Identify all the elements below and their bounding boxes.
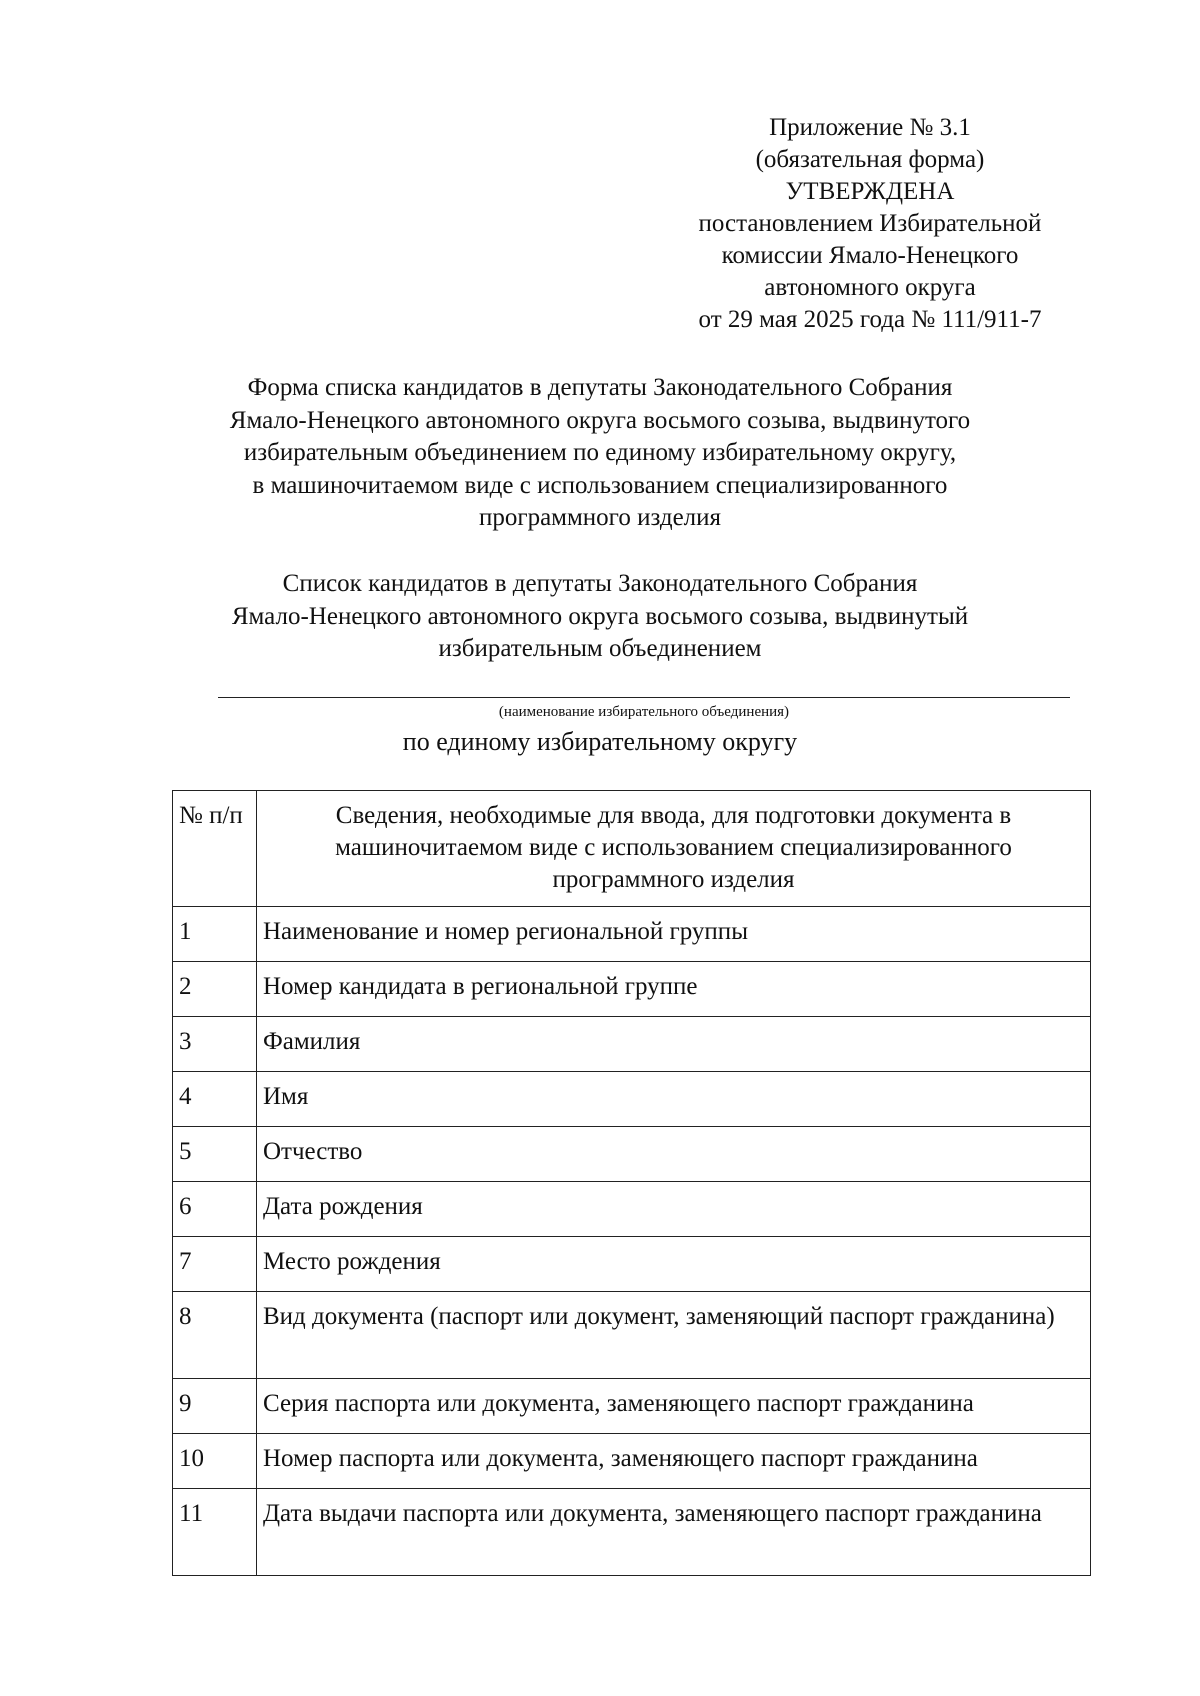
form-title-line: Ямало-Ненецкого автономного округа восьмого созыва, выдвинутого [229,406,971,434]
header-desc: Сведения, необходимые для ввода, для подготовки документа в машиночитаемом виде с использованием специализированного программного изделия [257,791,1091,907]
table-row [173,1489,1091,1576]
row-num: 6 [173,1182,257,1237]
row-desc: Имя [257,1072,1091,1127]
form-title [150,372,1050,535]
table-row [173,1072,1091,1127]
list-title-line: Список кандидатов в депутаты Законодательного Собрания [282,570,918,597]
table-row [173,907,1091,962]
row-desc: Фамилия [257,1017,1091,1072]
header-num: № п/п [173,791,257,907]
row-num: 8 [173,1292,257,1379]
table-row [173,1127,1091,1182]
appendix-number: Приложение № 3.1 [769,114,971,141]
approval-block [640,112,1100,336]
mandatory-form-note: (обязательная форма) [755,146,985,173]
row-num: 11 [173,1489,257,1576]
table-row [173,1292,1091,1379]
fields-table [172,790,1091,1576]
row-desc: Дата рождения [257,1182,1091,1237]
row-num: 4 [173,1072,257,1127]
row-num: 1 [173,907,257,962]
row-num: 10 [173,1434,257,1489]
row-num: 5 [173,1127,257,1182]
approval-date-number: от 29 мая 2025 года № 111/911-7 [698,306,1042,333]
district-line: по единому избирательному округу [402,727,798,756]
approval-authority-line-1: постановлением Избирательной [698,210,1042,237]
form-title-line: в машиночитаемом виде с использованием специализированного [252,471,948,499]
table-row [173,1237,1091,1292]
row-desc: Номер кандидата в региональной группе [257,962,1091,1017]
list-title-line: Ямало-Ненецкого автономного округа восьмого созыва, выдвинутый [231,602,969,630]
form-title-line: избирательным объединением по единому избирательному округу, [243,439,957,466]
table-header-row [173,791,1091,907]
association-name-blank-line [218,697,1070,698]
row-desc: Номер паспорта или документа, заменяющего паспорт гражданина [257,1434,1091,1489]
form-title-line: Форма списка кандидатов в депутаты Законодательного Собрания [247,374,953,401]
list-title [150,568,1050,666]
form-title-line: программного изделия [478,504,722,531]
table-row [173,962,1091,1017]
row-desc: Место рождения [257,1237,1091,1292]
row-desc: Отчество [257,1127,1091,1182]
list-title-line: избирательным объединением [438,635,762,662]
row-desc: Наименование и номер региональной группы [257,907,1091,962]
approval-authority-line-2: комиссии Ямало-Ненецкого [721,242,1019,269]
row-num: 3 [173,1017,257,1072]
row-desc: Вид документа (паспорт или документ, заменяющий паспорт гражданина) [257,1292,1091,1379]
row-num: 7 [173,1237,257,1292]
row-desc: Серия паспорта или документа, заменяющего паспорт гражданина [257,1379,1091,1434]
table-row [173,1182,1091,1237]
row-num: 9 [173,1379,257,1434]
table-row [173,1434,1091,1489]
row-num: 2 [173,962,257,1017]
table-row [173,1379,1091,1434]
approval-authority-line-3: автономного округа [764,274,976,301]
association-name-caption: (наименование избирательного объединения) [498,704,790,720]
approved-label: УТВЕРЖДЕНА [785,178,955,205]
table-row [173,1017,1091,1072]
row-desc: Дата выдачи паспорта или документа, заменяющего паспорт гражданина [257,1489,1091,1576]
